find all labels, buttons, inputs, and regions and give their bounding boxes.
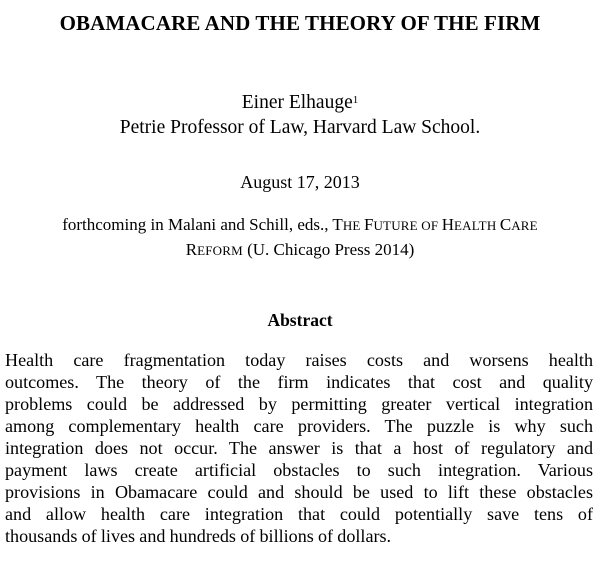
book-title-rest: HE (342, 218, 364, 233)
abstract-line: problems could be addressed by permitting greater vertical integration (5, 394, 593, 414)
paper-title: OBAMACARE AND THE THEORY OF THE FIRM (59, 11, 541, 35)
abstract-line: Health care fragmentation today raises costs and worsens health (5, 350, 593, 370)
publication-line-2 (0, 238, 600, 263)
abstract-line: thousands of lives and hundreds of billions of dollars. (5, 526, 392, 546)
footnote-marker: 1 (352, 94, 359, 106)
publication-prefix: forthcoming in Malani and Schill, eds., (62, 215, 333, 234)
book-title-cap: T (332, 215, 343, 234)
book-title-rest: EFORM (197, 243, 243, 258)
abstract-body (5, 349, 593, 547)
book-title-rest: UTURE OF (373, 218, 442, 233)
book-title-cap: F (364, 215, 374, 234)
author-name: Einer Elhauge (241, 92, 353, 113)
abstract-line: payment laws create artificial obstacles to such integration. Various (5, 460, 593, 480)
abstract-line: outcomes. The theory of the firm indicates that cost and quality (5, 372, 593, 392)
paper-date: August 17, 2013 (240, 172, 360, 192)
book-title-rest: EALTH (454, 218, 500, 233)
abstract-line: provisions in Obamacare could and should be used to lift these obstacles (5, 482, 593, 502)
book-title-cap: C (499, 215, 512, 234)
author-affiliation: Petrie Professor of Law, Harvard Law School. (119, 117, 481, 138)
author-line (0, 90, 600, 115)
publication-line-1 (0, 213, 600, 238)
book-title-cap: H (441, 215, 454, 234)
publication-suffix: (U. Chicago Press 2014) (242, 240, 415, 259)
author-block (0, 90, 600, 140)
book-title-line-1 (332, 215, 537, 234)
abstract-line: and allow health care integration that could potentially save tens of (5, 504, 593, 524)
publication-note (0, 213, 600, 263)
abstract-line: integration does not occur. The answer is that a host of regulatory and (5, 438, 593, 458)
book-title-cap: R (185, 240, 198, 259)
book-title-line-2 (186, 240, 243, 259)
abstract-heading: Abstract (267, 310, 333, 330)
book-title-rest: ARE (511, 218, 538, 233)
abstract-line: among complementary health care providers. The puzzle is why such (5, 416, 593, 436)
